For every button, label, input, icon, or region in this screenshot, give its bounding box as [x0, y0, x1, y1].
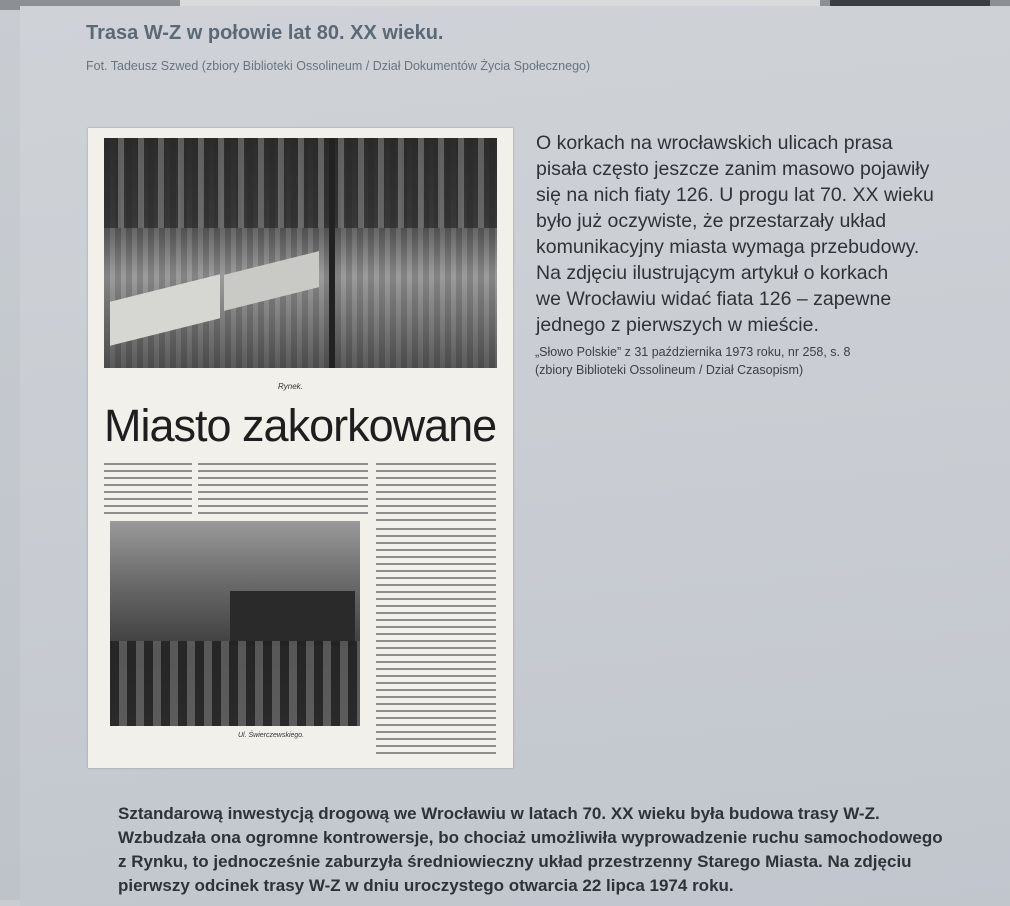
photo-tram-2	[224, 251, 319, 311]
side-line: jednego z pierwszych w mieście.	[536, 314, 819, 336]
article-text-col3b	[376, 528, 496, 756]
photo-pole	[329, 138, 335, 368]
bottom-line: Sztandarową inwestycją drogową we Wrocławiu w latach 70. XX wieku była budowa trasy W-Z.	[118, 804, 880, 823]
side-line: się na nich fiaty 126. U progu lat 70. XX wieku	[536, 184, 934, 206]
bottom-line: z Rynku, to jednocześnie zaburzyła średniowieczny układ przestrzenny Starego Miasta. Na zdjęciu	[118, 852, 912, 871]
bottom-description	[118, 802, 998, 898]
panel-title: Trasa W-Z w połowie lat 80. XX wieku.	[86, 22, 444, 44]
photo-caption-top: Rynek.	[278, 382, 303, 391]
newspaper-clipping	[88, 128, 513, 768]
source-line-1: „Słowo Polskie” z 31 października 1973 roku, nr 258, s. 8	[535, 345, 851, 359]
article-text-col2	[198, 463, 368, 515]
street-photo	[110, 521, 360, 726]
article-text-col3	[376, 463, 496, 521]
photo-tram-mid	[230, 591, 355, 646]
side-line: we Wrocławiu widać fiata 126 – zapewne	[536, 288, 892, 310]
photo-buildings	[104, 138, 497, 228]
side-line: Na zdjęciu ilustrującym artykuł o korkach	[536, 262, 889, 284]
bottom-line: pierwszy odcinek trasy W-Z w dniu uroczystego otwarcia 22 lipca 1974 roku.	[118, 876, 734, 895]
source-note	[535, 343, 850, 379]
article-headline: Miasto zakorkowane	[104, 400, 497, 451]
side-line: komunikacyjny miasta wymaga przebudowy.	[536, 236, 920, 258]
photo-credit: Fot. Tadeusz Szwed (zbiory Biblioteki Ossolineum / Dział Dokumentów Życia Społecznego)	[86, 59, 591, 73]
bottom-line: Wzbudzała ona ogromne kontrowersje, bo chociaż umożliwiła wyprowadzenie ruchu samochodowego	[118, 828, 943, 847]
photo-caption-mid: Ul. Świerczewskiego.	[238, 732, 305, 739]
side-line: było już oczywiste, że przestarzały układ	[536, 210, 887, 232]
side-description	[536, 130, 936, 338]
photo-tram	[110, 274, 220, 345]
article-text-col1	[104, 463, 192, 515]
side-line: O korkach na wrocławskich ulicach prasa	[536, 132, 893, 154]
market-square-photo	[104, 138, 497, 368]
photo-crowd	[110, 641, 360, 726]
source-line-2: (zbiory Biblioteki Ossolineum / Dział Czasopism)	[535, 363, 804, 377]
side-line: pisała często jeszcze zanim masowo pojawiły	[536, 158, 930, 180]
